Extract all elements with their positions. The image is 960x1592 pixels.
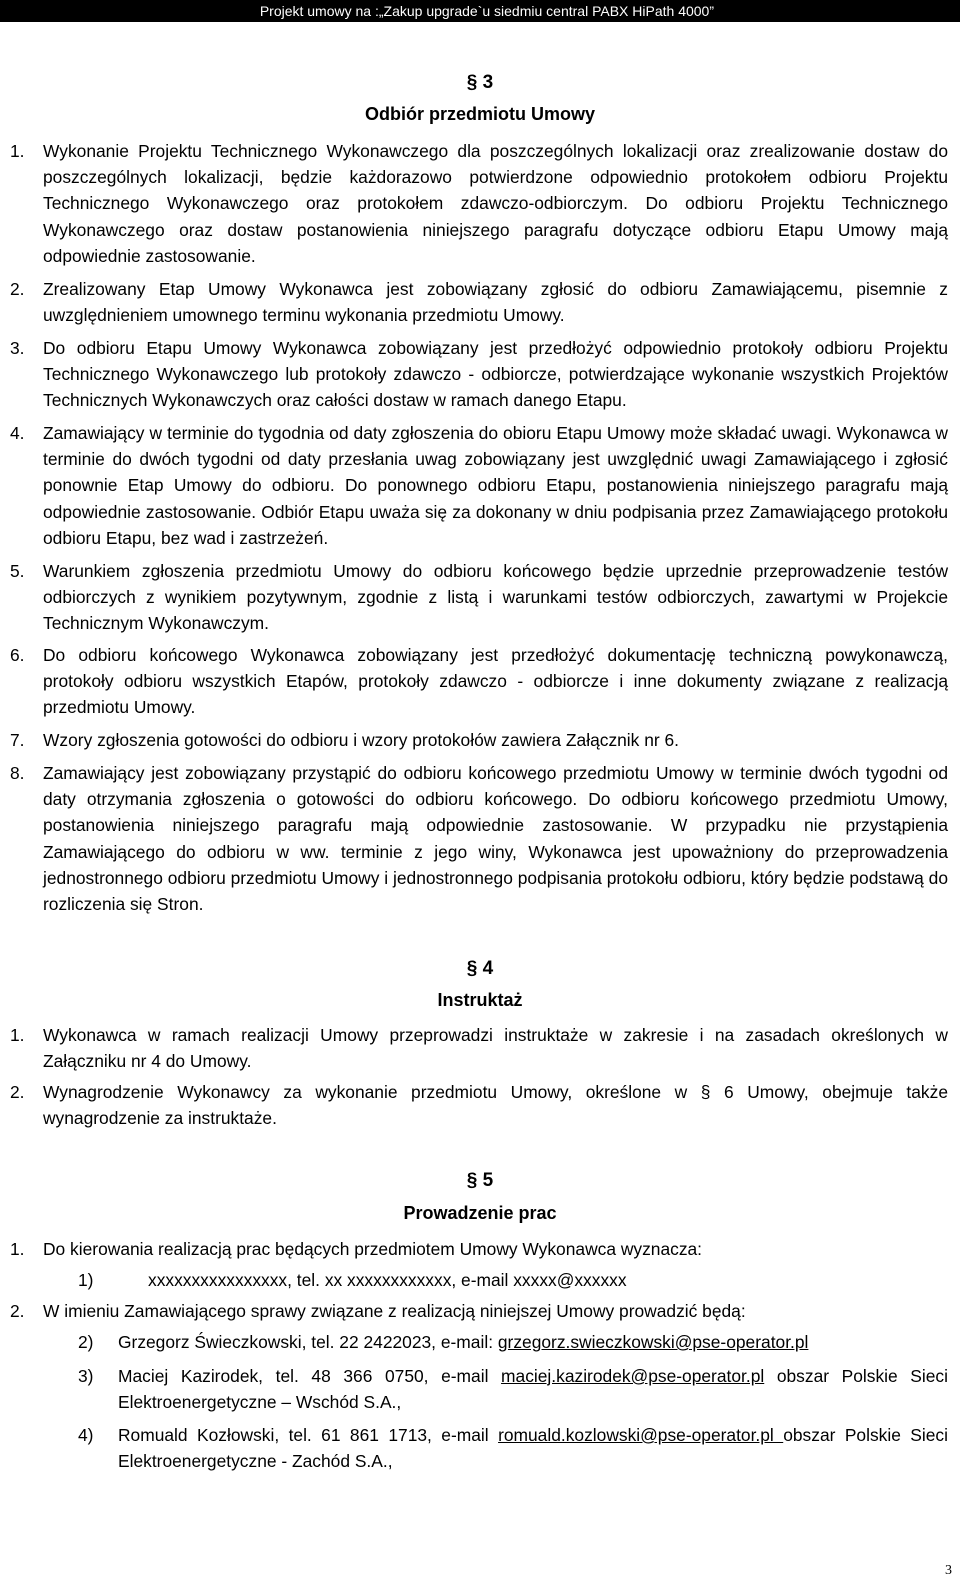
section-3-sign: § 3 xyxy=(466,72,494,93)
s5-contact-2 xyxy=(78,1329,948,1355)
s3-item-2 xyxy=(10,276,948,328)
contact-text xyxy=(118,1422,948,1474)
item-number: 6. xyxy=(10,645,25,665)
item-text: Do odbioru Etapu Umowy Wykonawca zobowiązany jest przedłożyć odpowiednio protokoły odbioru Projektu Technicznego Wykonawczego lub protokoły zdawczo - odbiorcze, potwierdzające wykonanie wszystkich Projektów Technicznych Wykonawczych oraz całości dostaw w ramach danego Etapu. xyxy=(43,338,948,411)
s3-item-3 xyxy=(10,335,948,414)
section-5-title: Prowadzenie prac xyxy=(403,1203,557,1223)
item-text: Do kierowania realizacją prac będących przedmiotem Umowy Wykonawca wyznacza: xyxy=(43,1239,703,1259)
contact-number: 3) xyxy=(78,1366,94,1386)
item-text: Wzory zgłoszenia gotowości do odbioru i wzory protokołów zawiera Załącznik nr 6. xyxy=(43,730,679,750)
contact-pre: Romuald Kozłowski, tel. 61 861 1713, e-mail xyxy=(118,1425,499,1445)
contact-text xyxy=(118,1363,948,1415)
item-text: Warunkiem zgłoszenia przedmiotu Umowy do odbioru końcowego będzie uprzednie przeprowadzenie testów odbiorczych z wynikiem pozytywnym, zgodnie z listą i warunkami testów odbiorczych, zawartymi w Projekcie Technicznym Wykonawczym. xyxy=(43,561,948,634)
contact-post: obszar Polskie Sieci Elektroenergetyczne - Zachód S.A., xyxy=(118,1425,948,1471)
s5-contact-1 xyxy=(78,1267,948,1293)
item-number: 5. xyxy=(10,561,25,581)
item-number: 1. xyxy=(10,141,25,161)
item-text: Zamawiający w terminie do tygodnia od daty zgłoszenia do obioru Etapu Umowy może składać uwagi. Wykonawca w terminie do dwóch tygodni od daty przesłania uwag zobowiązany jest uwzględnić uwagi Zamawiającego i zgłosić ponownie Etap Umowy do odbioru. Do ponownego odbioru Etapu, postanowienia niniejszego paragrafu mają odpowiednie zastosowanie. Odbiór Etapu uważa się za dokonany w dniu podpisania przez Zamawiającego protokołu odbioru Etapu, bez wad i zastrzeżeń. xyxy=(43,423,948,548)
contact-pre: Maciej Kazirodek, tel. 48 366 0750, e-mail xyxy=(118,1366,502,1386)
item-text: Wykonanie Projektu Technicznego Wykonawczego dla poszczególnych lokalizacji oraz zrealizowanie dostaw do poszczególnych lokalizacji, będzie każdorazowo potwierdzone odpowiednio protokołem odbioru Projektu Technicznego Wykonawczego oraz protokołem zdawczo-odbiorczym. Do odbioru Projektu Technicznego Wykonawczego oraz dostaw postanowienia niniejszego paragrafu dotyczące odbioru Etapu Umowy mają odpowiednie zastosowanie. xyxy=(43,141,948,266)
s5-item-1 xyxy=(10,1236,948,1262)
s3-item-6 xyxy=(10,642,948,721)
item-number: 2. xyxy=(10,1082,25,1102)
page-number: 3 xyxy=(945,1563,952,1578)
contact-post: obszar Polskie Sieci Elektroenergetyczne – Wschód S.A., xyxy=(118,1366,948,1412)
item-text: Wykonawca w ramach realizacji Umowy przeprowadzi instruktaże w zakresie i na zasadach określonych w Załączniku nr 4 do Umowy. xyxy=(43,1025,948,1072)
section-4-sign: § 4 xyxy=(466,958,494,979)
email-link[interactable]: grzegorz.swieczkowski@pse-operator.pl xyxy=(497,1332,809,1352)
contact-pre: Grzegorz Świeczkowski, tel. 22 2422023, e-mail: xyxy=(118,1332,498,1352)
s3-item-7 xyxy=(10,727,948,753)
contact-text: xxxxxxxxxxxxxxxx, tel. xx xxxxxxxxxxxx, e-mail xxxxx@xxxxxx xyxy=(148,1270,627,1290)
item-number: 4. xyxy=(10,423,25,443)
running-header: Projekt umowy na :„Zakup upgrade`u siedmiu central PABX HiPath 4000” xyxy=(0,0,960,22)
s4-item-1 xyxy=(10,1022,948,1074)
item-number: 7. xyxy=(10,730,25,750)
s5-contact-4 xyxy=(78,1422,948,1474)
section-4-title: Instruktaż xyxy=(437,990,523,1010)
email-link[interactable]: romuald.kozlowski@pse-operator.pl xyxy=(498,1425,784,1445)
s5-item-2 xyxy=(10,1298,948,1324)
email-link[interactable]: maciej.kazirodek@pse-operator.pl xyxy=(501,1366,765,1386)
item-number: 8. xyxy=(10,763,25,783)
item-text: Do odbioru końcowego Wykonawca zobowiązany jest przedłożyć dokumentację techniczną powykonawczą, protokoły odbioru wszystkich Etapów, protokoły zdawczo - odbiorcze i inne dokumenty związane z realizacją przedmiotu Umowy. xyxy=(43,645,948,718)
item-text: Zrealizowany Etap Umowy Wykonawca jest zobowiązany zgłosić do odbioru Zamawiającemu, pisemnie z uwzględnieniem umownego terminu wykonania przedmiotu Umowy. xyxy=(43,279,948,326)
contact-number: 2) xyxy=(78,1332,94,1352)
item-text: Wynagrodzenie Wykonawcy za wykonanie przedmiotu Umowy, określone w § 6 Umowy, obejmuje także wynagrodzenie za instruktaże. xyxy=(43,1082,948,1129)
item-number: 2. xyxy=(10,279,25,299)
item-number: 1. xyxy=(10,1239,25,1259)
s3-item-4 xyxy=(10,420,948,551)
s4-item-2 xyxy=(10,1079,948,1131)
s3-item-5 xyxy=(10,558,948,637)
item-text: W imieniu Zamawiającego sprawy związane z realizacją niniejszej Umowy prowadzić będą: xyxy=(43,1301,746,1321)
s5-contact-3 xyxy=(78,1363,948,1415)
contact-number: 4) xyxy=(78,1425,94,1445)
section-5-sign: § 5 xyxy=(466,1170,494,1191)
section-3-title: Odbiór przedmiotu Umowy xyxy=(364,104,595,124)
contact-text xyxy=(118,1329,948,1355)
item-number: 1. xyxy=(10,1025,25,1045)
item-number: 3. xyxy=(10,338,25,358)
s3-item-1 xyxy=(10,138,948,269)
item-number: 2. xyxy=(10,1301,25,1321)
s3-item-8 xyxy=(10,760,948,917)
item-text: Zamawiający jest zobowiązany przystąpić do odbioru końcowego przedmiotu Umowy w terminie dwóch tygodni od daty otrzymania zgłoszenia o gotowości do odbioru końcowego. Do odbioru końcowego przedmiotu Umowy, postanowienia niniejszego paragrafu mają odpowiednie zastosowanie. W przypadku nie przystąpienia Zamawiającego do odbioru w ww. terminie z jego winy, Wykonawca jest upoważniony do przeprowadzenia jednostronnego odbioru przedmiotu Umowy i jednostronnego podpisania protokołu odbioru, który będzie podstawą do rozliczenia się Stron. xyxy=(43,763,948,915)
contact-number: 1) xyxy=(78,1270,94,1290)
